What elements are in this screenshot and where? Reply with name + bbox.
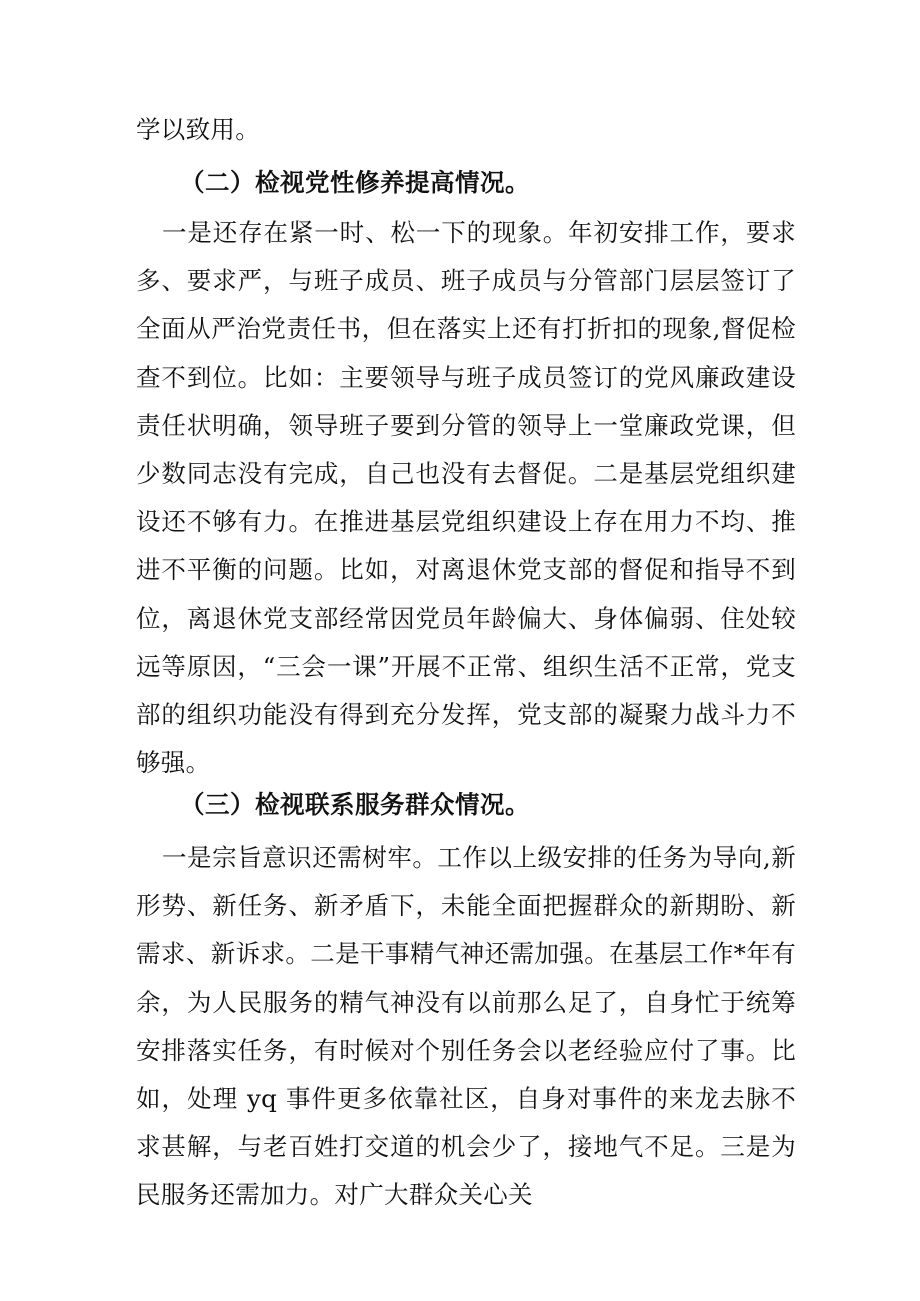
paragraph-section-3: 一是宗旨意识还需树牢。工作以上级安排的任务为导向,新形势、新任务、新矛盾下，未能全面把握群众的新期盼、新需求、新诉求。二是干事精气神还需加强。在基层工作*年有余，为人民服务的精气神没有以前那么足了，自身忙于统筹安排落实任务，有时候对个别任务会以老经验应付了事。比如，处理 yq 事件更多依靠社区，自身对事件的来龙去脉不求甚解，与老百姓打交道的机会少了，接地气不足。三是为民服务还需加力。对广大群众关心关 xyxy=(136,843,796,1210)
section-heading-2: （二）检视党性修养提高情况。 xyxy=(180,168,530,197)
section-heading-3: （三）检视联系服务群众情况。 xyxy=(180,790,530,819)
paragraph-section-2: 一是还存在紧一时、松一下的现象。年初安排工作，要求多、要求严，与班子成员、班子成员与分管部门层层签订了全面从严治党责任书，但在落实上还有打折扣的现象,督促检查不到位。比如：主要领导与班子成员签订的党风廉政建设责任状明确，领导班子要到分管的领导上一堂廉政党课，但少数同志没有完成，自己也没有去督促。二是基层党组织建设还不够有力。在推进基层党组织建设上存在用力不均、推进不平衡的问题。比如，对离退休党支部的督促和指导不到位，离退休党支部经常因党员年龄偏大、身体偏弱、住处较远等原因，“三会一课”开展不正常、组织生活不正常，党支部的组织功能没有得到充分发挥，党支部的凝聚力战斗力不够强。 xyxy=(136,218,796,778)
paragraph-continuation: 学以致用。 xyxy=(136,115,260,144)
